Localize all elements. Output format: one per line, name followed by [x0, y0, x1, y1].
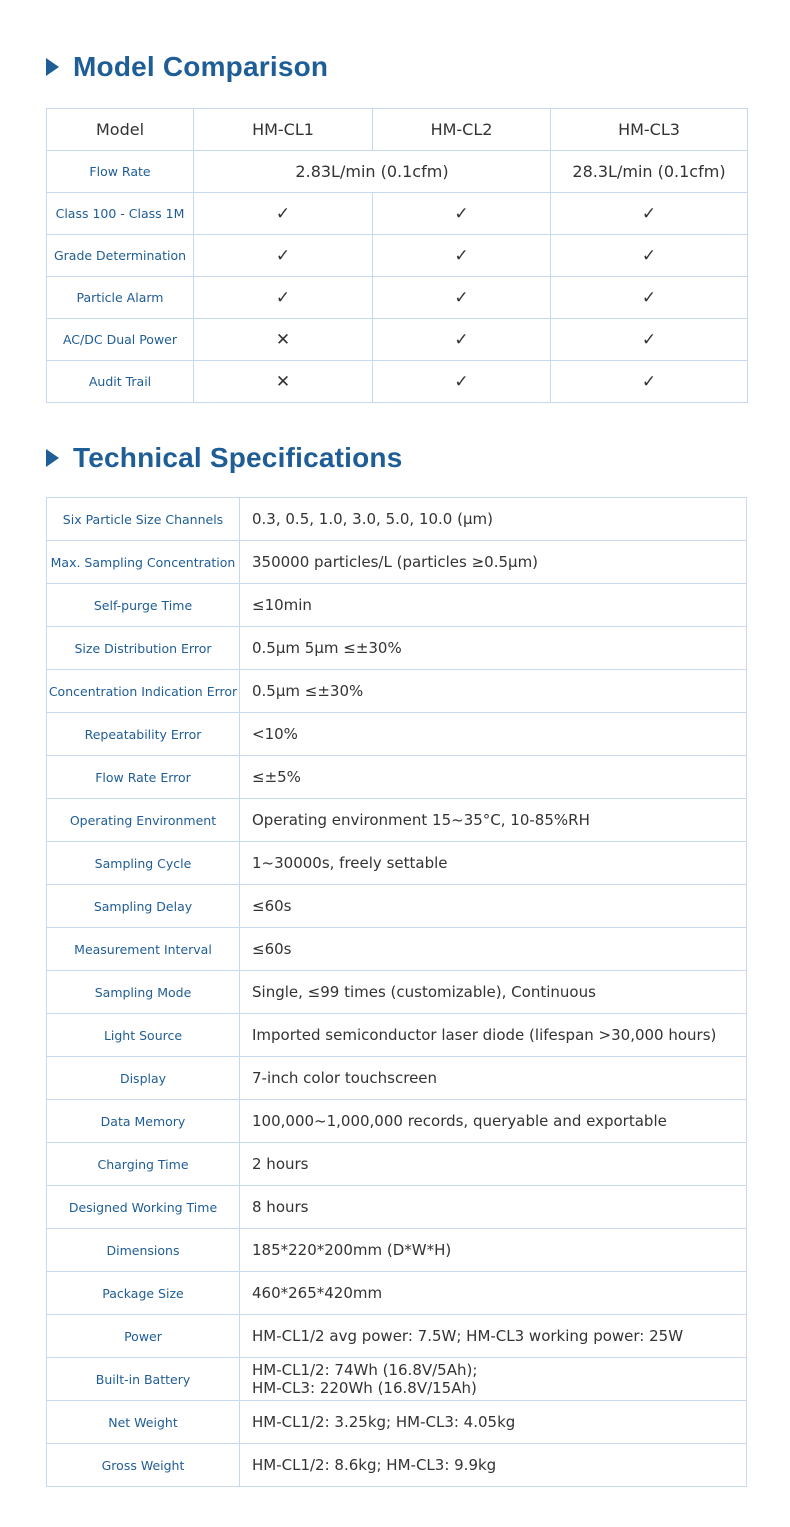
table-row — [47, 1401, 747, 1444]
spec-value: <10% — [240, 713, 747, 756]
spec-value: HM-CL1/2 avg power: 7.5W; HM-CL3 working power: 25W — [240, 1315, 747, 1358]
table-row — [47, 193, 748, 235]
check-mark-icon: ✓ — [551, 235, 748, 277]
table-row — [47, 1444, 747, 1487]
spec-label: Display — [47, 1057, 240, 1100]
check-mark-icon: ✓ — [194, 193, 373, 235]
check-mark-icon: ✓ — [551, 361, 748, 403]
model-comparison-heading — [46, 51, 328, 83]
spec-label: Light Source — [47, 1014, 240, 1057]
spec-value: 1~30000s, freely settable — [240, 842, 747, 885]
header-cell: Model — [47, 109, 194, 151]
row-label: Class 100 - Class 1M — [47, 193, 194, 235]
spec-value: 0.5μm 5μm ≤±30% — [240, 627, 747, 670]
spec-value: Operating environment 15~35°C, 10-85%RH — [240, 799, 747, 842]
table-row — [47, 498, 747, 541]
table-row — [47, 842, 747, 885]
section-title: Technical Specifications — [73, 442, 403, 473]
spec-value: 8 hours — [240, 1186, 747, 1229]
spec-value: 460*265*420mm — [240, 1272, 747, 1315]
table-row — [47, 1358, 747, 1401]
spec-value-line: HM-CL3: 220Wh (16.8V/15Ah) — [252, 1379, 477, 1397]
row-label: Flow Rate — [47, 151, 194, 193]
section-title: Model Comparison — [73, 51, 329, 82]
table-row — [47, 885, 747, 928]
check-mark-icon: ✓ — [373, 361, 551, 403]
header-cell: HM-CL3 — [551, 109, 748, 151]
table-row — [47, 1100, 747, 1143]
table-row — [47, 627, 747, 670]
table-row — [47, 1315, 747, 1358]
spec-value: 7-inch color touchscreen — [240, 1057, 747, 1100]
row-label: Audit Trail — [47, 361, 194, 403]
cross-mark-icon: ✕ — [194, 319, 373, 361]
spec-value: ≤10min — [240, 584, 747, 627]
table-row — [47, 541, 747, 584]
spec-label: Power — [47, 1315, 240, 1358]
spec-label: Concentration Indication Error — [47, 670, 240, 713]
table-row — [47, 584, 747, 627]
check-mark-icon: ✓ — [373, 235, 551, 277]
spec-value: 350000 particles/L (particles ≥0.5μm) — [240, 541, 747, 584]
row-label: Particle Alarm — [47, 277, 194, 319]
spec-label: Flow Rate Error — [47, 756, 240, 799]
spec-value: HM-CL1/2: 8.6kg; HM-CL3: 9.9kg — [240, 1444, 747, 1487]
triangle-bullet-icon — [46, 58, 59, 76]
spec-value-line: HM-CL1/2: 74Wh (16.8V/5Ah); — [252, 1361, 478, 1379]
table-row — [47, 971, 747, 1014]
check-mark-icon: ✓ — [373, 319, 551, 361]
cross-mark-icon: ✕ — [194, 361, 373, 403]
spec-label: Six Particle Size Channels — [47, 498, 240, 541]
header-cell: HM-CL1 — [194, 109, 373, 151]
spec-label: Data Memory — [47, 1100, 240, 1143]
table-row — [47, 1186, 747, 1229]
table-row — [47, 756, 747, 799]
spec-label: Dimensions — [47, 1229, 240, 1272]
technical-specifications-heading — [46, 442, 403, 474]
spec-value: ≤±5% — [240, 756, 747, 799]
table-row — [47, 713, 747, 756]
spec-value: Imported semiconductor laser diode (lifespan >30,000 hours) — [240, 1014, 747, 1057]
header-cell: HM-CL2 — [373, 109, 551, 151]
check-mark-icon: ✓ — [551, 193, 748, 235]
table-row — [47, 670, 747, 713]
table-row — [47, 151, 748, 193]
spec-value: 100,000~1,000,000 records, queryable and exportable — [240, 1100, 747, 1143]
spec-label: Gross Weight — [47, 1444, 240, 1487]
spec-value: ≤60s — [240, 928, 747, 971]
flow-rate-cl3: 28.3L/min (0.1cfm) — [551, 151, 748, 193]
spec-label: Max. Sampling Concentration — [47, 541, 240, 584]
table-row — [47, 1143, 747, 1186]
spec-label: Self-purge Time — [47, 584, 240, 627]
spec-label: Size Distribution Error — [47, 627, 240, 670]
spec-label: Sampling Cycle — [47, 842, 240, 885]
spec-label: Measurement Interval — [47, 928, 240, 971]
spec-label: Sampling Mode — [47, 971, 240, 1014]
table-row — [47, 799, 747, 842]
spec-value: 0.3, 0.5, 1.0, 3.0, 5.0, 10.0 (μm) — [240, 498, 747, 541]
spec-label: Sampling Delay — [47, 885, 240, 928]
table-row — [47, 928, 747, 971]
check-mark-icon: ✓ — [373, 193, 551, 235]
spec-label: Operating Environment — [47, 799, 240, 842]
spec-value: Single, ≤99 times (customizable), Continuous — [240, 971, 747, 1014]
table-row — [47, 319, 748, 361]
check-mark-icon: ✓ — [194, 235, 373, 277]
table-row — [47, 1057, 747, 1100]
spec-value: 185*220*200mm (D*W*H) — [240, 1229, 747, 1272]
spec-value: 0.5μm ≤±30% — [240, 670, 747, 713]
spec-label: Package Size — [47, 1272, 240, 1315]
spec-label: Built-in Battery — [47, 1358, 240, 1401]
table-row — [47, 1272, 747, 1315]
spec-value: HM-CL1/2: 3.25kg; HM-CL3: 4.05kg — [240, 1401, 747, 1444]
spec-label: Designed Working Time — [47, 1186, 240, 1229]
model-comparison-table — [46, 108, 748, 403]
check-mark-icon: ✓ — [551, 277, 748, 319]
spec-label: Repeatability Error — [47, 713, 240, 756]
check-mark-icon: ✓ — [194, 277, 373, 319]
spec-value — [240, 1358, 747, 1401]
spec-value: ≤60s — [240, 885, 747, 928]
spec-label: Net Weight — [47, 1401, 240, 1444]
row-label: AC/DC Dual Power — [47, 319, 194, 361]
check-mark-icon: ✓ — [373, 277, 551, 319]
check-mark-icon: ✓ — [551, 319, 748, 361]
triangle-bullet-icon — [46, 449, 59, 467]
flow-rate-cl1-cl2: 2.83L/min (0.1cfm) — [194, 151, 551, 193]
table-row — [47, 235, 748, 277]
spec-value: 2 hours — [240, 1143, 747, 1186]
table-row — [47, 277, 748, 319]
table-row — [47, 361, 748, 403]
table-row — [47, 1014, 747, 1057]
spec-label: Charging Time — [47, 1143, 240, 1186]
technical-specifications-table — [46, 497, 747, 1487]
table-row — [47, 1229, 747, 1272]
row-label: Grade Determination — [47, 235, 194, 277]
table-header-row — [47, 109, 748, 151]
